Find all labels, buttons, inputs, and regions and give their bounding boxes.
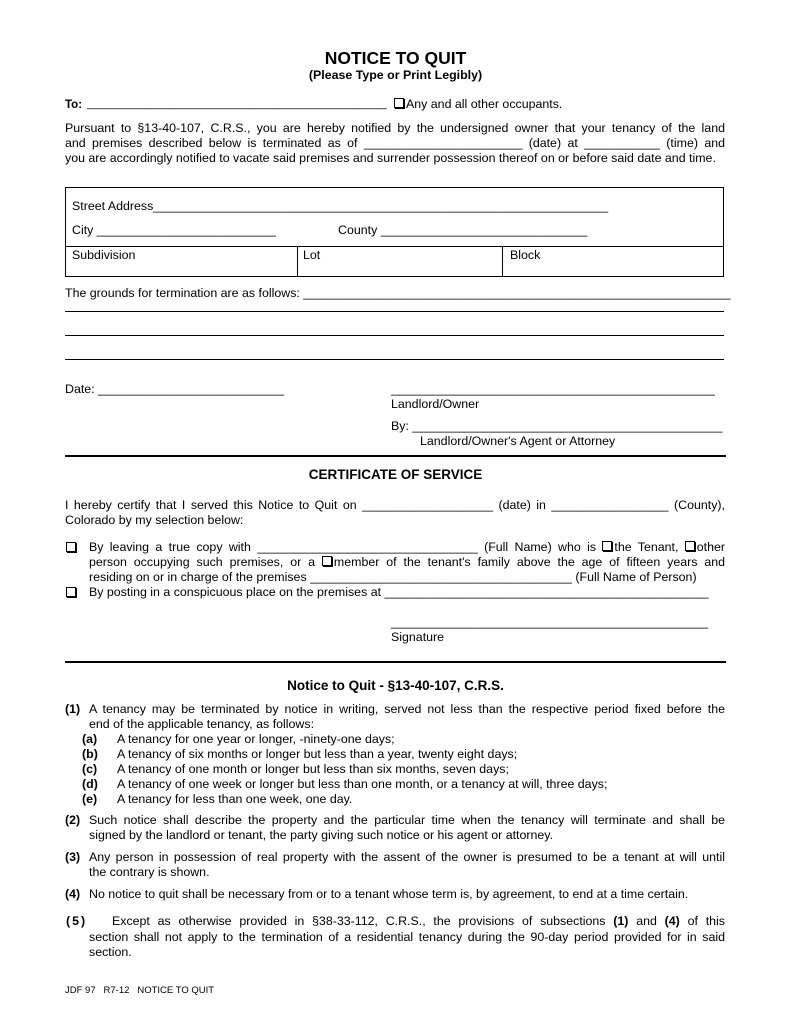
block-field[interactable]: Block xyxy=(510,248,541,262)
item-b-text: A tenancy of six months or longer but less than a year, twenty eight days; xyxy=(117,747,518,761)
item-d-letter: (d) xyxy=(82,777,98,791)
document-subtitle: (Please Type or Print Legibly) xyxy=(308,68,483,82)
city-field[interactable]: City __________________________ xyxy=(72,223,276,237)
other-occupants-label: Any and all other occupants. xyxy=(406,97,563,111)
item-a-text: A tenancy for one year or longer, -ninety-one days; xyxy=(117,732,395,746)
document-title: NOTICE TO QUIT xyxy=(324,48,467,68)
service-option-1-text-a: By leaving a true copy with ________________________________ (Full Name) who is xyxy=(89,540,603,554)
intro-line-1: Pursuant to §13-40-107, C.R.S., you are hereby notified by the undersigned owner that your tenancy of the land xyxy=(65,121,725,135)
form-footer: JDF 97 R7-12 NOTICE TO QUIT xyxy=(65,985,215,996)
paragraph-3-number: (3) xyxy=(65,850,81,864)
signature-label: Signature xyxy=(391,630,445,644)
agent-signature-field[interactable]: By: _____________________________________________ xyxy=(391,419,723,433)
section-divider-2 xyxy=(65,661,726,663)
other-person-label: other xyxy=(696,540,726,554)
service-option-1-line-2 xyxy=(89,555,725,570)
county-field[interactable]: County ______________________________ xyxy=(338,223,588,237)
family-member-label: member of the tenant's family above the age of fifteen years and xyxy=(333,555,725,569)
family-member-checkbox[interactable] xyxy=(322,556,332,566)
the-tenant-label: the Tenant, xyxy=(614,540,685,554)
service-option-1-line-1[interactable] xyxy=(89,540,725,555)
grounds-line-3[interactable] xyxy=(65,359,724,360)
to-label: To: xyxy=(65,99,83,111)
lot-field[interactable]: Lot xyxy=(303,248,321,262)
grounds-label[interactable]: The grounds for termination are as follows: ______________________________________________________________ xyxy=(65,286,731,300)
paragraph-5-number: (5) xyxy=(66,914,88,928)
item-a-letter: (a) xyxy=(82,732,98,746)
lot-divider xyxy=(297,246,298,276)
service-option-1-text-b: person occupying such premises, or a xyxy=(89,555,322,569)
paragraph-5-text-a: Except as otherwise provided in §38-33-112, C.R.S., the provisions of subsections xyxy=(112,914,614,928)
subsection-4-ref: (4) xyxy=(664,914,680,928)
the-tenant-checkbox[interactable] xyxy=(602,541,612,551)
block-divider xyxy=(502,246,503,276)
service-option-2[interactable]: By posting in a conspicuous place on the premises at _______________________________________________ xyxy=(89,585,709,599)
paragraph-1-number: (1) xyxy=(65,702,81,716)
other-occupants-checkbox[interactable] xyxy=(394,98,404,108)
intro-line-2[interactable]: and premises described below is terminated as of _______________________ (date) at ___________ (time) and xyxy=(65,136,725,150)
intro-line-3: you are accordingly notified to vacate said premises and surrender possession thereof on or before said date and time. xyxy=(65,151,716,165)
paragraph-4-number: (4) xyxy=(65,887,81,901)
paragraph-2-line-2: signed by the landlord or tenant, the party giving such notice or his agent or attorney. xyxy=(89,828,554,842)
other-person-checkbox[interactable] xyxy=(685,541,695,551)
service-option-1-line-3[interactable]: residing on or in charge of the premises ______________________________________ (Full Name of Person) xyxy=(89,570,697,584)
certificate-line-1[interactable]: I hereby certify that I served this Notice to Quit on ___________________ (date) in _________________ (County), xyxy=(65,498,725,512)
item-c-text: A tenancy of one month or longer but less than six months, seven days; xyxy=(117,762,509,776)
grounds-line-1[interactable] xyxy=(65,311,724,312)
item-e-text: A tenancy for less than one week, one day. xyxy=(117,792,353,806)
server-signature-line[interactable]: ______________________________________________ xyxy=(391,615,708,629)
landlord-owner-label: Landlord/Owner xyxy=(391,397,480,411)
paragraph-2-number: (2) xyxy=(65,813,81,827)
true-copy-checkbox[interactable] xyxy=(66,542,76,552)
landlord-signature-line[interactable]: _______________________________________________ xyxy=(391,382,715,396)
paragraph-2-line-1: Such notice shall describe the property and the particular time when the tenancy will terminate and shall be xyxy=(89,813,725,827)
date-field[interactable]: Date: ___________________________ xyxy=(65,382,285,396)
item-c-letter: (c) xyxy=(82,762,98,776)
grounds-line-2[interactable] xyxy=(65,335,724,336)
posting-checkbox[interactable] xyxy=(66,587,76,597)
paragraph-4-line-1: No notice to quit shall be necessary from or to a tenant whose term is, by agreement, to end at a time certain. xyxy=(89,887,689,901)
street-address-field[interactable]: Street Address__________________________________________________________________ xyxy=(72,199,609,213)
subdivision-field[interactable]: Subdivision xyxy=(72,248,136,262)
certificate-heading: CERTIFICATE OF SERVICE xyxy=(308,467,483,482)
statute-heading: Notice to Quit - §13-40-107, C.R.S. xyxy=(287,678,504,693)
paragraph-3-line-1: Any person in possession of real property with the assent of the owner is presumed to be a tenant at will until xyxy=(89,850,725,864)
subsection-1-ref: (1) xyxy=(613,914,629,928)
paragraph-5-line-3: section. xyxy=(89,945,132,959)
paragraph-1-line-1: A tenancy may be terminated by notice in writing, served not less than the respective period fixed before the xyxy=(89,702,725,716)
section-divider-1 xyxy=(65,455,726,457)
recipient-field[interactable]: _________________________________________________ xyxy=(87,98,387,110)
item-e-letter: (e) xyxy=(82,792,98,806)
certificate-line-2: Colorado by my selection below: xyxy=(65,513,244,527)
paragraph-5-and: and xyxy=(628,914,665,928)
property-box-divider xyxy=(65,246,724,247)
paragraph-5-text-b: of this xyxy=(679,914,725,928)
paragraph-3-line-2: the contrary is shown. xyxy=(89,865,210,879)
other-occupants-option[interactable] xyxy=(394,97,562,112)
agent-label: Landlord/Owner's Agent or Attorney xyxy=(420,434,616,448)
paragraph-5-line-1 xyxy=(112,914,725,929)
item-b-letter: (b) xyxy=(82,747,98,761)
item-d-text: A tenancy of one week or longer but less than one month, or a tenancy at will, three days; xyxy=(117,777,608,791)
paragraph-5-line-2: section shall not apply to the termination of a residential tenancy during the 90-day period provided for in said xyxy=(89,930,725,944)
paragraph-1-line-2: end of the applicable tenancy, as follows: xyxy=(89,717,315,731)
